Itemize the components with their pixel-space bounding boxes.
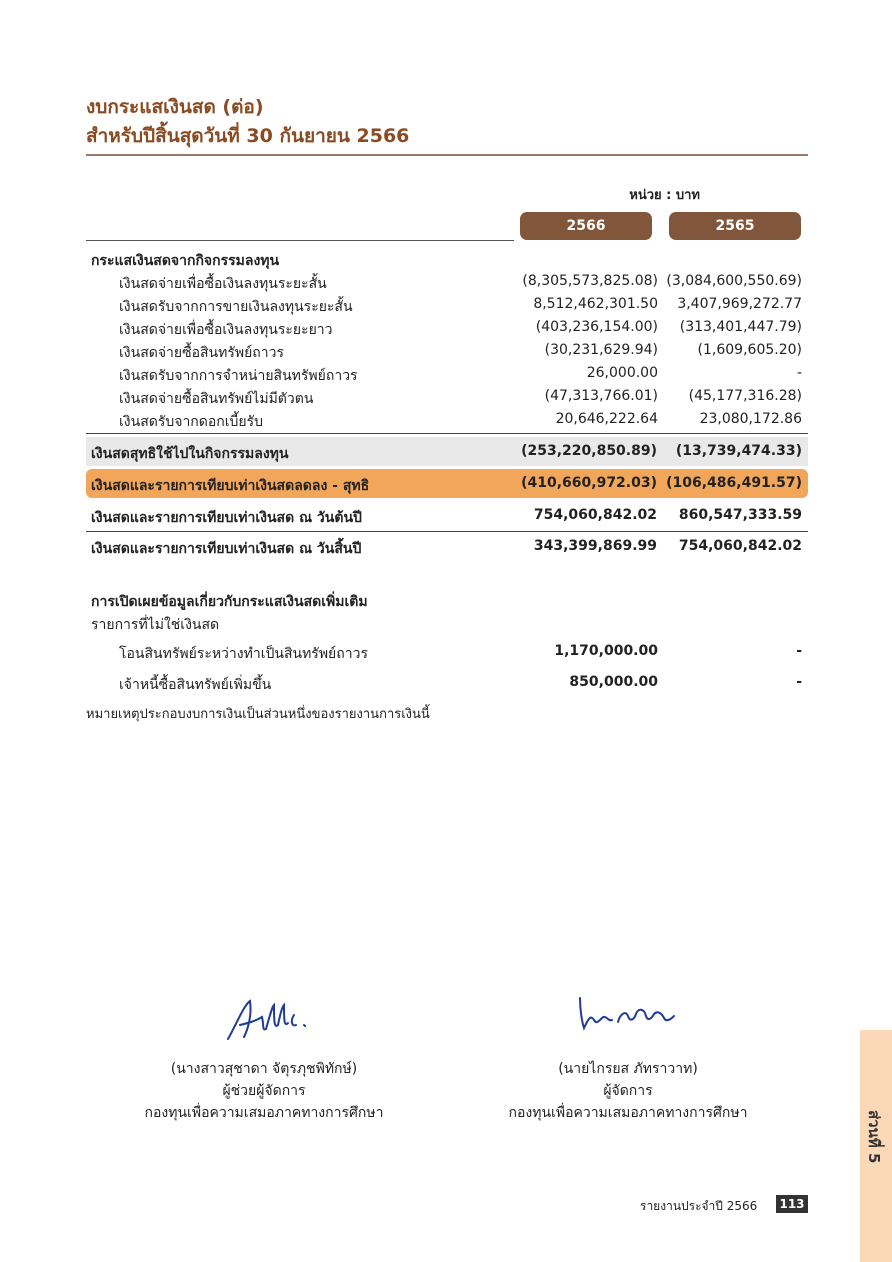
value-2565: 754,060,842.02	[678, 538, 802, 554]
value-2566: (47,313,766.01)	[544, 388, 658, 404]
row-label: เงินสดรับจากการขายเงินลงทุนระยะสั้น	[119, 299, 353, 315]
value-2565: -	[796, 643, 802, 659]
row-label: เงินสดจ่ายเพื่อซื้อเงินลงทุนระยะสั้น	[119, 276, 327, 292]
signer-position: ผู้ช่วยผู้จัดการ	[222, 1083, 306, 1099]
table-row	[0, 641, 892, 665]
row-label: เงินสดจ่ายซื้อสินทรัพย์ถาวร	[119, 345, 285, 361]
table-row	[0, 271, 892, 294]
value-2566: (30,231,629.94)	[544, 342, 658, 358]
net-investing-row	[86, 437, 808, 466]
row-label: เงินสดรับจากการจำหน่ายสินทรัพย์ถาวร	[119, 368, 358, 384]
row-label: เงินสดจ่ายซื้อสินทรัพย์ไม่มีตัวตน	[119, 391, 314, 407]
value-2566: 754,060,842.02	[533, 507, 657, 523]
table-row	[0, 363, 892, 386]
value-2566: 850,000.00	[569, 674, 658, 690]
signer-name: (นางสาวสุชาดา จัตุรภุชพิทักษ์)	[170, 1061, 358, 1077]
value-2566: (8,305,573,825.08)	[522, 273, 658, 289]
value-2565: (3,084,600,550.69)	[666, 273, 802, 289]
subtotal-divider	[86, 433, 808, 434]
value-2565: (1,609,605.20)	[697, 342, 802, 358]
value-2566: 20,646,222.64	[555, 411, 658, 427]
row-label: เงินสดจ่ายเพื่อซื้อเงินลงทุนระยะยาว	[119, 322, 333, 338]
section-heading-disclosure: การเปิดเผยข้อมูลเกี่ยวกับกระแสเงินสดเพิ่มเติม	[91, 594, 368, 610]
section-side-tab	[860, 1030, 892, 1262]
value-2565: -	[796, 674, 802, 690]
signature-block-left	[114, 1058, 414, 1124]
table-row	[0, 409, 892, 432]
title-divider	[86, 154, 808, 156]
page-number: 113	[776, 1195, 808, 1213]
value-2566: (253,220,850.89)	[521, 443, 657, 459]
signer-organization: กองทุนเพื่อความเสมอภาคทางการศึกษา	[508, 1105, 748, 1121]
value-2566: (410,660,972.03)	[521, 475, 657, 491]
section-heading-investing: กระแสเงินสดจากกิจกรรมลงทุน	[91, 253, 280, 269]
table-row	[0, 317, 892, 340]
signer-organization: กองทุนเพื่อความเสมอภาคทางการศึกษา	[144, 1105, 384, 1121]
value-2565: 3,407,969,272.77	[677, 296, 802, 312]
subheading-noncash: รายการที่ไม่ใช่เงินสด	[91, 617, 220, 633]
signature-left	[222, 995, 312, 1045]
table-row	[0, 672, 892, 696]
beginning-balance-row	[86, 501, 808, 530]
value-2565: (13,739,474.33)	[675, 443, 802, 459]
value-2566: 26,000.00	[586, 365, 658, 381]
value-2565: 860,547,333.59	[678, 507, 802, 523]
side-tab-label: ส่วนที่ 5	[865, 1110, 883, 1164]
page-title: งบกระแสเงินสด (ต่อ)	[86, 96, 264, 118]
column-header-2565: 2565	[669, 212, 801, 240]
row-label: โอนสินทรัพย์ระหว่างทำเป็นสินทรัพย์ถาวร	[119, 646, 368, 662]
row-label: เงินสดรับจากดอกเบี้ยรับ	[119, 414, 264, 430]
row-label: เงินสดและรายการเทียบเท่าเงินสดลดลง - สุทธิ	[91, 478, 370, 494]
value-2566: 8,512,462,301.50	[533, 296, 658, 312]
net-decrease-row	[86, 469, 808, 498]
value-2565: (313,401,447.79)	[679, 319, 802, 335]
table-row	[0, 294, 892, 317]
row-label: เงินสดและรายการเทียบเท่าเงินสด ณ วันสิ้นปี	[91, 541, 362, 557]
row-label: เงินสดและรายการเทียบเท่าเงินสด ณ วันต้นปี	[91, 510, 362, 526]
unit-label: หน่วย : บาท	[629, 188, 700, 203]
ending-balance-row	[86, 532, 808, 561]
row-label: เจ้าหนี้ซื้อสินทรัพย์เพิ่มขึ้น	[119, 677, 272, 693]
value-2565: 23,080,172.86	[699, 411, 802, 427]
value-2566: 343,399,869.99	[533, 538, 657, 554]
header-divider	[86, 240, 514, 241]
value-2566: (403,236,154.00)	[535, 319, 658, 335]
value-2565: (106,486,491.57)	[666, 475, 802, 491]
signer-name: (นายไกรยส ภัทราวาท)	[558, 1061, 698, 1077]
page-subtitle: สำหรับปีสิ้นสุดวันที่ 30 กันยายน 2566	[86, 125, 410, 147]
value-2565: (45,177,316.28)	[688, 388, 802, 404]
table-row	[0, 386, 892, 409]
table-row	[0, 340, 892, 363]
value-2565: -	[796, 365, 802, 381]
footnote: หมายเหตุประกอบงบการเงินเป็นส่วนหนึ่งของรายงานการเงินนี้	[86, 707, 430, 722]
signature-block-right	[478, 1058, 778, 1124]
value-2566: 1,170,000.00	[554, 643, 658, 659]
signer-position: ผู้จัดการ	[603, 1083, 653, 1099]
signature-right	[574, 992, 684, 1037]
column-header-2566: 2566	[520, 212, 652, 240]
footer-report-title: รายงานประจำปี 2566	[640, 1199, 758, 1213]
row-label: เงินสดสุทธิใช้ไปในกิจกรรมลงทุน	[91, 446, 289, 462]
